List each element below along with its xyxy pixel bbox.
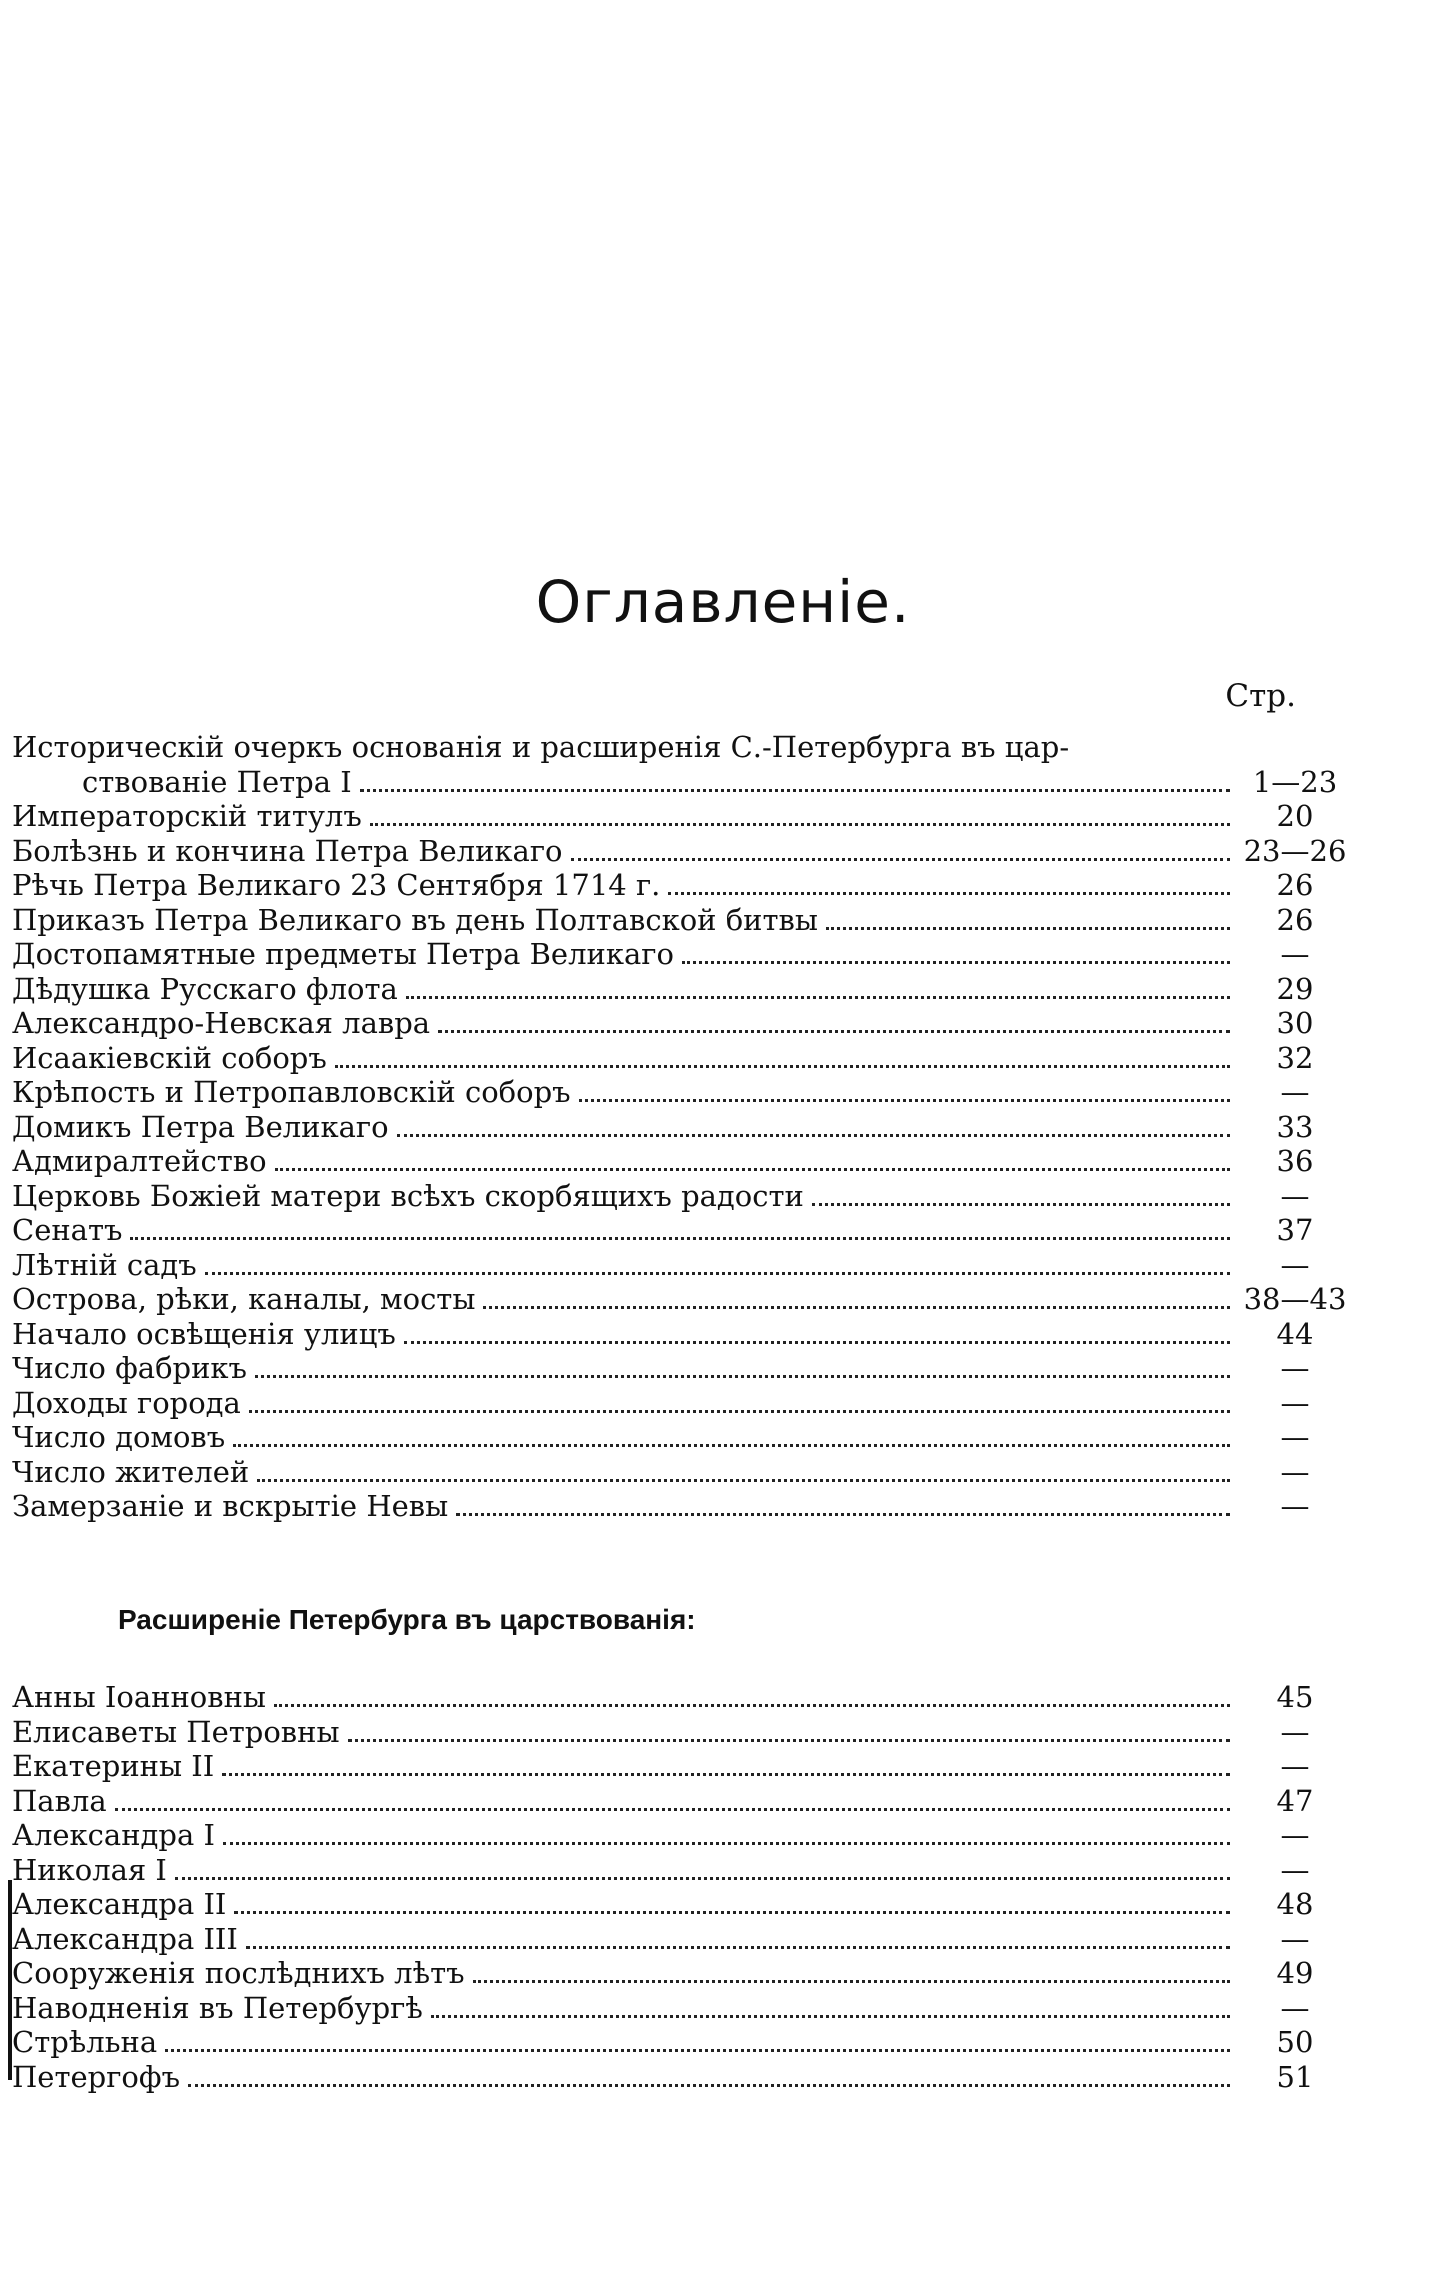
toc-entry-label: Исаакіевскій соборъ bbox=[12, 1040, 327, 1075]
dot-leader bbox=[397, 1133, 1230, 1137]
toc-entry-label: Начало освѣщенія улицъ bbox=[12, 1316, 396, 1351]
toc-entry-page: — bbox=[1280, 1178, 1310, 1213]
toc-entry-page: — bbox=[1280, 1990, 1310, 2025]
toc-entry-label: ствованіе Петра I bbox=[82, 764, 352, 799]
dot-leader bbox=[406, 995, 1230, 999]
toc-entry-label: Историческій очеркъ основанія и расширенія С.-Петербурга въ цар- bbox=[12, 730, 1070, 764]
dot-leader bbox=[1077, 755, 1230, 756]
toc-entry-page: 45 bbox=[1276, 1680, 1314, 1714]
toc-entry-page: — bbox=[1280, 1714, 1310, 1749]
toc-entry-label: Замерзаніе и вскрытіе Невы bbox=[12, 1489, 449, 1523]
dot-leader bbox=[456, 1512, 1230, 1516]
dot-leader bbox=[473, 1979, 1230, 1983]
margin-scan-line bbox=[8, 1880, 12, 2080]
toc-entry-label: Число жителей bbox=[12, 1454, 250, 1489]
toc-entry-page: 29 bbox=[1276, 971, 1314, 1006]
toc-entry bbox=[12, 2025, 1350, 2060]
dot-leader bbox=[431, 2014, 1230, 2018]
toc-entry-label: Дѣдушка Русскаго флота bbox=[12, 971, 398, 1006]
toc-entry bbox=[12, 1784, 1350, 1819]
dot-leader bbox=[233, 1443, 1230, 1447]
toc-entry-page: 38—43 bbox=[1243, 1282, 1347, 1316]
toc-entry-label: Доходы города bbox=[12, 1385, 241, 1420]
toc-entry-page: 37 bbox=[1276, 1213, 1314, 1247]
toc-entry bbox=[12, 1455, 1350, 1490]
toc-entry-page: 49 bbox=[1276, 1956, 1314, 1990]
dot-leader bbox=[438, 1029, 1230, 1033]
dot-leader bbox=[360, 788, 1230, 792]
toc-entry-page: 20 bbox=[1276, 799, 1314, 833]
toc-entry-page: — bbox=[1280, 1454, 1310, 1489]
dot-leader bbox=[274, 1703, 1230, 1707]
toc-entry bbox=[12, 1749, 1350, 1784]
toc-entry-label: Приказъ Петра Великаго въ день Полтавской битвы bbox=[12, 902, 818, 937]
toc-entry bbox=[12, 1041, 1350, 1076]
dot-leader bbox=[175, 1876, 1230, 1880]
toc-entry bbox=[12, 1248, 1350, 1283]
toc-entry-label: Наводненія въ Петербургѣ bbox=[12, 1990, 423, 2025]
toc-entry-page: — bbox=[1280, 1385, 1310, 1420]
table-of-contents bbox=[12, 730, 1350, 1524]
toc-entry bbox=[12, 1179, 1350, 1214]
toc-entry-page: — bbox=[1280, 1818, 1310, 1852]
dot-leader bbox=[255, 1374, 1230, 1378]
dot-leader bbox=[249, 1409, 1230, 1413]
toc-entry-page: 26 bbox=[1276, 902, 1314, 937]
toc-entry-label: Сооруженія послѣднихъ лѣтъ bbox=[12, 1956, 465, 1990]
dot-leader bbox=[579, 1098, 1230, 1102]
toc-entry bbox=[12, 1420, 1350, 1455]
toc-entry bbox=[12, 1887, 1350, 1922]
toc-entry-label: Елисаветы Петровны bbox=[12, 1714, 340, 1749]
toc-entry bbox=[12, 972, 1350, 1007]
toc-entry-page: — bbox=[1280, 1420, 1310, 1454]
toc-entry-label: Лѣтній садъ bbox=[12, 1247, 197, 1282]
toc-entry-label: Рѣчь Петра Великаго 23 Сентября 1714 г. bbox=[12, 868, 661, 902]
toc-entry-label: Екатерины II bbox=[12, 1749, 215, 1783]
toc-entry-label: Болѣзнь и кончина Петра Великаго bbox=[12, 833, 563, 868]
dot-leader bbox=[370, 822, 1230, 826]
toc-entry-page: — bbox=[1280, 1852, 1310, 1887]
toc-entry bbox=[12, 1853, 1350, 1888]
toc-entry-label: Достопамятные предметы Петра Великаго bbox=[12, 937, 674, 971]
dot-leader bbox=[275, 1167, 1230, 1171]
dot-leader bbox=[682, 960, 1230, 964]
toc-entry-page: 51 bbox=[1276, 2059, 1314, 2094]
toc-entry-page: — bbox=[1280, 1489, 1310, 1523]
toc-entry-page: — bbox=[1280, 1247, 1310, 1282]
toc-entry-page: 23—26 bbox=[1243, 833, 1347, 868]
toc-entry-label: Павла bbox=[12, 1783, 107, 1818]
toc-entry-page: — bbox=[1280, 937, 1310, 971]
toc-entry bbox=[12, 1386, 1350, 1421]
toc-entry-label: Петергофъ bbox=[12, 2059, 181, 2094]
dot-leader bbox=[130, 1236, 1230, 1240]
toc-entry-label: Александра II bbox=[12, 1887, 227, 1921]
toc-entry-label: Домикъ Петра Великаго bbox=[12, 1109, 389, 1144]
toc-entry-page: 30 bbox=[1276, 1006, 1314, 1040]
section-contents bbox=[12, 1680, 1350, 2094]
dot-leader bbox=[188, 2083, 1230, 2087]
toc-entry-page: 36 bbox=[1276, 1144, 1314, 1178]
toc-entry-page: 1—23 bbox=[1252, 764, 1338, 799]
toc-entry-label: Крѣпость и Петропавловскій соборъ bbox=[12, 1075, 571, 1109]
toc-entry bbox=[12, 1956, 1350, 1991]
toc-entry bbox=[12, 1144, 1350, 1179]
toc-entry bbox=[12, 1282, 1350, 1317]
toc-entry-label: Острова, рѣки, каналы, мосты bbox=[12, 1282, 476, 1316]
toc-entry-label: Сенатъ bbox=[12, 1213, 123, 1247]
page-column-header: Стр. bbox=[1225, 678, 1296, 714]
toc-entry-page: — bbox=[1280, 1075, 1310, 1109]
dot-leader bbox=[234, 1910, 1230, 1914]
toc-entry bbox=[12, 1680, 1350, 1715]
toc-entry bbox=[12, 903, 1350, 938]
toc-entry-label: Анны Іоанновны bbox=[12, 1680, 266, 1714]
toc-entry-page: — bbox=[1280, 1351, 1310, 1385]
toc-entry-label: Адмиралтейство bbox=[12, 1144, 267, 1178]
dot-leader bbox=[483, 1305, 1230, 1309]
toc-entry-page: 48 bbox=[1276, 1887, 1314, 1921]
dot-leader bbox=[571, 857, 1231, 861]
dot-leader bbox=[115, 1807, 1230, 1811]
toc-entry bbox=[12, 1991, 1350, 2026]
toc-entry-page: — bbox=[1280, 1749, 1310, 1783]
toc-entry-page: — bbox=[1280, 1921, 1310, 1956]
dot-leader bbox=[826, 926, 1230, 930]
toc-entry-page: 32 bbox=[1276, 1040, 1314, 1075]
toc-entry-label: Число домовъ bbox=[12, 1420, 226, 1454]
page-title: Оглавленіе. bbox=[535, 568, 911, 636]
toc-entry-page: 50 bbox=[1276, 2025, 1314, 2059]
toc-entry-label: Николая I bbox=[12, 1852, 167, 1887]
dot-leader bbox=[257, 1478, 1230, 1482]
dot-leader bbox=[812, 1202, 1230, 1206]
toc-entry bbox=[12, 1922, 1350, 1957]
toc-entry bbox=[12, 834, 1350, 869]
toc-entry-page: 44 bbox=[1276, 1316, 1314, 1351]
dot-leader bbox=[205, 1271, 1230, 1275]
toc-entry bbox=[12, 730, 1350, 765]
toc-entry bbox=[12, 765, 1350, 800]
toc-entry-label: Императорскій титулъ bbox=[12, 799, 362, 833]
toc-entry bbox=[12, 799, 1350, 834]
toc-entry bbox=[12, 1213, 1350, 1248]
toc-entry-label: Стрѣльна bbox=[12, 2025, 158, 2059]
dot-leader bbox=[404, 1340, 1230, 1344]
toc-entry bbox=[12, 1715, 1350, 1750]
dot-leader bbox=[222, 1772, 1230, 1776]
toc-entry-page: 47 bbox=[1276, 1783, 1314, 1818]
toc-entry bbox=[12, 1075, 1350, 1110]
toc-entry bbox=[12, 1006, 1350, 1041]
toc-entry bbox=[12, 2060, 1350, 2095]
toc-entry bbox=[12, 1317, 1350, 1352]
toc-entry-label: Александра III bbox=[12, 1921, 238, 1956]
section-heading: Расширеніе Петербурга въ царствованія: bbox=[118, 1604, 696, 1635]
toc-entry bbox=[12, 868, 1350, 903]
toc-entry bbox=[12, 1489, 1350, 1524]
dot-leader bbox=[223, 1841, 1230, 1845]
dot-leader bbox=[668, 891, 1230, 895]
toc-entry-page: 33 bbox=[1276, 1109, 1314, 1144]
dot-leader bbox=[335, 1064, 1230, 1068]
dot-leader bbox=[348, 1738, 1230, 1742]
toc-entry-label: Александра I bbox=[12, 1818, 215, 1852]
toc-entry-label: Александро-Невская лавра bbox=[12, 1006, 431, 1040]
toc-entry bbox=[12, 1818, 1350, 1853]
toc-entry bbox=[12, 937, 1350, 972]
toc-entry-label: Число фабрикъ bbox=[12, 1351, 248, 1385]
dot-leader bbox=[165, 2048, 1230, 2052]
toc-entry-label: Церковь Божіей матери всѣхъ скорбящихъ радости bbox=[12, 1178, 804, 1213]
dot-leader bbox=[246, 1945, 1230, 1949]
toc-entry-page: 26 bbox=[1276, 868, 1314, 902]
toc-entry bbox=[12, 1351, 1350, 1386]
toc-entry bbox=[12, 1110, 1350, 1145]
